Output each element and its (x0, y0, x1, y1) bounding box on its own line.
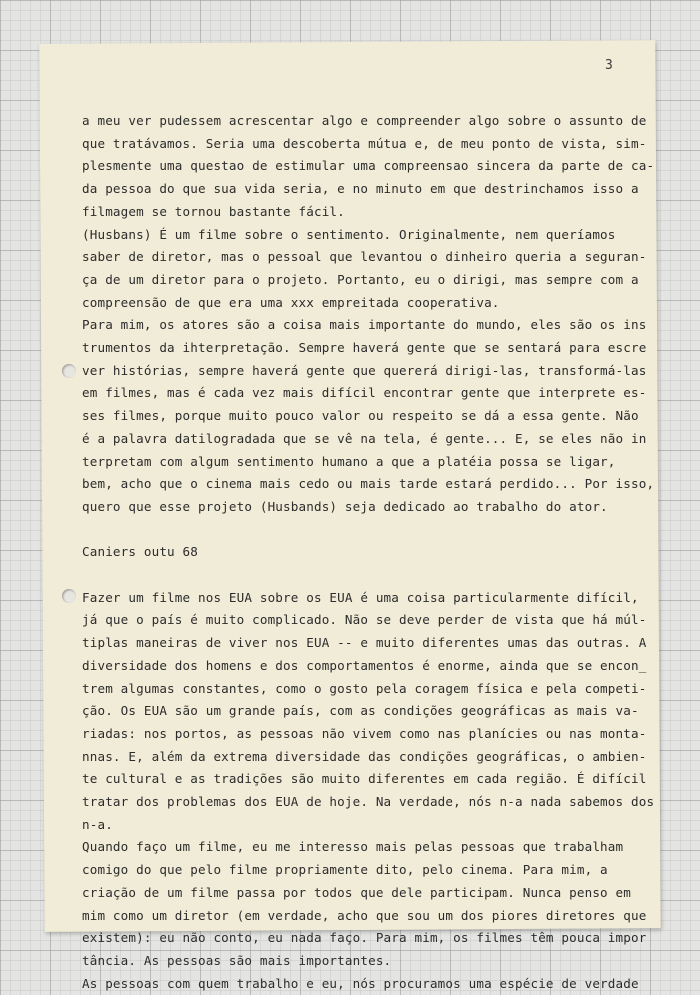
text-line: saber de diretor, mas o pessoal que levantou o dinheiro queria a seguran- (82, 249, 647, 265)
paragraph-block-2 (82, 587, 657, 995)
text-line: da pessoa do que sua vida seria, e no minuto em que destrinchamos isso a (82, 181, 639, 197)
text-line: tratar dos problemas dos EUA de hoje. Na verdade, nós n-a nada sabemos dos (82, 794, 655, 810)
text-line: Para mim, os atores são a coisa mais importante do mundo, eles são os ins (82, 317, 647, 333)
text-line: ça de um diretor para o projeto. Portanto, eu o dirigi, mas sempre com a (82, 271, 639, 287)
blank-line (82, 519, 657, 542)
punch-hole (62, 589, 76, 603)
text-line: Fazer um filme nos EUA sobre os EUA é uma coisa particularmente difícil, (82, 589, 639, 605)
section-heading: Caniers outu 68 (82, 544, 198, 560)
text-line: Quando faço um filme, eu me interesso mais pelas pessoas que trabalham (82, 839, 624, 855)
text-line: plesmente uma questao de estimular uma compreensao sincera da parte de ca- (82, 158, 655, 174)
text-line: ver histórias, sempre haverá gente que quererá dirigi-las, transformá-las (82, 362, 647, 378)
punch-hole (62, 364, 76, 378)
text-line: em filmes, mas é cada vez mais difícil encontrar gente que interprete es- (82, 385, 647, 401)
document-body (82, 110, 657, 995)
text-line: riadas: nos portos, as pessoas não vivem como nas planícies ou nas monta- (82, 725, 647, 741)
text-line: tância. As pessoas são mais importantes. (82, 952, 392, 968)
text-line: nnas. E, além da extrema diversidade das condições geográficas, o ambien- (82, 748, 647, 764)
blank-line (82, 564, 657, 587)
page-number: 3 (605, 58, 613, 73)
text-line: bem, acho que o cinema mais cedo ou mais tarde estará perdido... Por isso, (82, 476, 655, 492)
text-line: comigo do que pelo filme propriamente dito, pelo cinema. Para mim, a (82, 862, 608, 878)
text-line: terpretam com algum sentimento humano a que a platéia possa se ligar, (82, 453, 616, 469)
text-line: compreensão de que era uma xxx empreitada cooperativa. (82, 294, 500, 310)
text-line: n-a. (82, 816, 113, 832)
text-line: trem algumas constantes, como o gosto pela coragem física e pela competi- (82, 680, 647, 696)
text-line: filmagem se tornou bastante fácil. (82, 203, 345, 219)
text-line: que tratávamos. Seria uma descoberta mútua e, de meu ponto de vista, sim- (82, 135, 647, 151)
text-line: As pessoas com quem trabalho e eu, nós procuramos uma espécie de verdade (82, 975, 639, 991)
text-line: existem): eu não conto, eu nada faço. Para mim, os filmes têm pouca impor (82, 930, 647, 946)
text-line: (Husbans) É um filme sobre o sentimento. Originalmente, nem queríamos (82, 226, 616, 242)
text-line: diversidade dos homens e dos comportamentos é enorme, ainda que se encon_ (82, 657, 647, 673)
text-line: criação de um filme passa por todos que dele participam. Nunca penso em (82, 884, 631, 900)
text-line: ção. Os EUA são um grande país, com as condições geográficas as mais va- (82, 703, 639, 719)
paragraph-block-1 (82, 110, 657, 519)
text-line: a meu ver pudessem acrescentar algo e compreender algo sobre o assunto de (82, 113, 647, 128)
text-line: já que o país é muito complicado. Não se deve perder de vista que há múl- (82, 612, 647, 628)
text-line: trumentos da ihterpretação. Sempre haverá gente que se sentará para escre (82, 340, 647, 356)
text-line: ses filmes, porque muito pouco valor ou respeito se dá a essa gente. Não (82, 408, 639, 424)
text-line: é a palavra datilogradada que se vê na tela, é gente... E, se eles não in (82, 430, 647, 446)
text-line: quero que esse projeto (Husbands) seja dedicado ao trabalho do ator. (82, 498, 608, 514)
text-line: te cultural e as tradições são muito diferentes em cada região. É difícil (82, 771, 647, 787)
text-line: mim como um diretor (em verdade, acho que sou um dos piores diretores que (82, 907, 647, 923)
text-line: tiplas maneiras de viver nos EUA -- e muito diferentes umas das outras. A (82, 635, 647, 651)
